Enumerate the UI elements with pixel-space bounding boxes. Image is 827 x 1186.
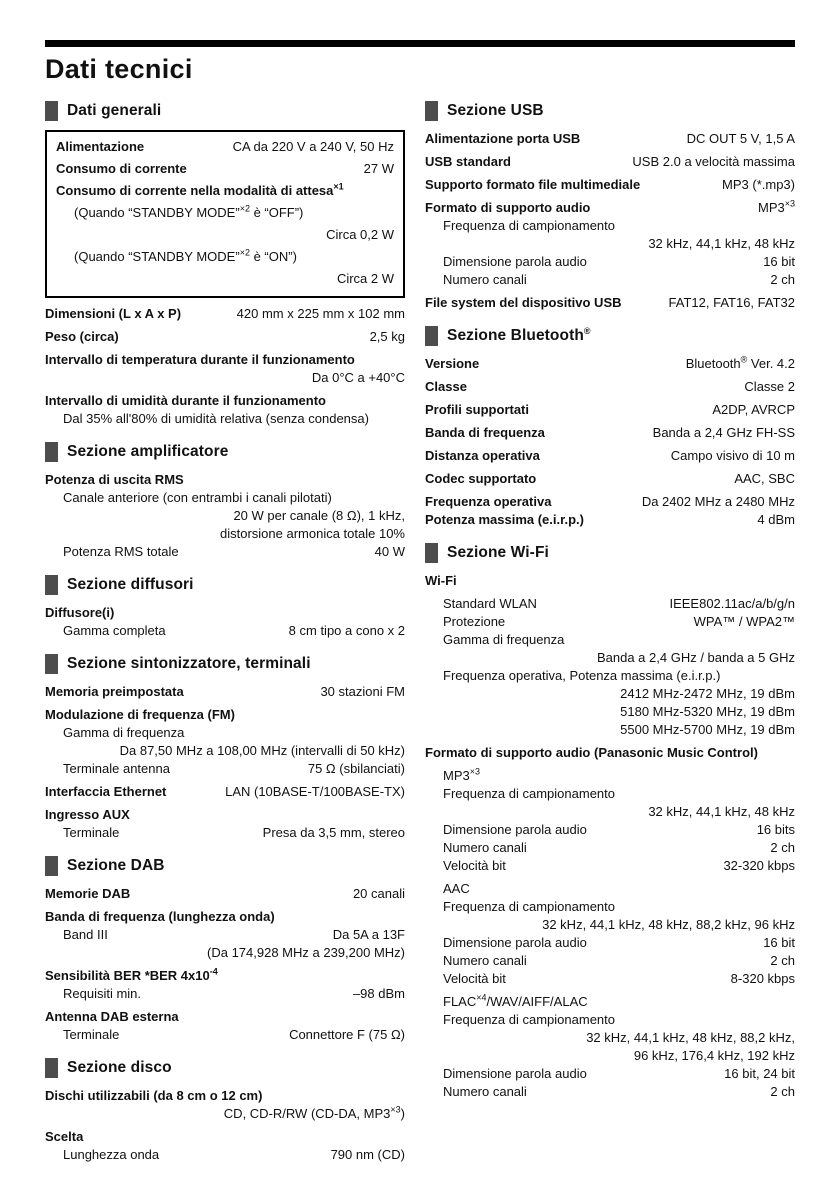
- spec-value: (Da 174,928 MHz a 239,200 MHz): [207, 945, 405, 960]
- section-marker-icon: [425, 326, 438, 346]
- spec-value: 16 bits: [756, 822, 795, 837]
- spec-row: [425, 176, 795, 194]
- spec-row: [45, 783, 405, 801]
- spec-row: [425, 235, 795, 253]
- spec-label: Consumo di corrente: [56, 161, 187, 176]
- spec-row: [425, 631, 795, 649]
- spec-value: 32 kHz, 44,1 kHz, 48 kHz, 88,2 kHz, 96 kHz: [542, 917, 795, 932]
- spec-row: [45, 392, 405, 410]
- spec-label: Interfaccia Ethernet: [45, 784, 167, 799]
- section-title: Sezione diffusori: [67, 576, 194, 593]
- spec-row: [45, 369, 405, 387]
- spec-row: [45, 305, 405, 323]
- spec-row: [425, 355, 795, 373]
- spec-label: Potenza di uscita RMS: [45, 472, 184, 487]
- section: [45, 856, 405, 1044]
- spec-label: Memoria preimpostata: [45, 684, 184, 699]
- spec-value: Banda a 2,4 GHz / banda a 5 GHz: [596, 650, 795, 665]
- spec-value: 2 ch: [770, 1084, 795, 1099]
- spec-row: [45, 967, 405, 985]
- spec-row: [425, 721, 795, 739]
- spec-value: FAT12, FAT16, FAT32: [668, 295, 795, 310]
- section-header: [425, 543, 795, 563]
- spec-row: [425, 993, 795, 1011]
- spec-row: [45, 1026, 405, 1044]
- spec-label: Peso (circa): [45, 329, 119, 344]
- spec-label: Formato di supporto audio: [425, 200, 591, 215]
- spec-value: 20 W per canale (8 Ω), 1 kHz,: [233, 508, 405, 523]
- section-title: Dati generali: [67, 102, 162, 119]
- spec-row: [45, 908, 405, 926]
- spec-row: [56, 270, 394, 288]
- spec-row: [425, 767, 795, 785]
- section-header: [45, 442, 405, 462]
- section: [425, 543, 795, 1101]
- spec-row: [45, 724, 405, 742]
- section-marker-icon: [45, 442, 58, 462]
- section-title: Sezione Wi-Fi: [447, 544, 549, 561]
- spec-value: Bluetooth® Ver. 4.2: [685, 354, 795, 371]
- spec-value: 40 W: [374, 544, 405, 559]
- spec-label: Formato di supporto audio (Panasonic Music Control): [425, 745, 758, 760]
- spec-label: Velocità bit: [443, 858, 506, 873]
- spec-label: Numero canali: [443, 272, 527, 287]
- spec-value: 16 bit, 24 bit: [724, 1066, 795, 1081]
- spec-label: Classe: [425, 379, 467, 394]
- spec-row: [45, 760, 405, 778]
- spec-value: MP3 (*.mp3): [722, 177, 795, 192]
- spec-value: $MP3^{\times 3}$: [758, 198, 795, 215]
- spec-label: Supporto formato file multimediale: [425, 177, 641, 192]
- spec-label: Terminale: [63, 1027, 120, 1042]
- spec-value: 32 kHz, 44,1 kHz, 48 kHz: [648, 804, 795, 819]
- spec-label: Dimensioni (L x A x P): [45, 306, 182, 321]
- spec-row: [56, 248, 394, 266]
- spec-value: 2 ch: [770, 953, 795, 968]
- spec-value: Presa da 3,5 mm, stereo: [262, 825, 405, 840]
- column-right: [425, 97, 795, 1101]
- section-marker-icon: [425, 101, 438, 121]
- spec-row: [56, 182, 394, 200]
- spec-label: Diffusore(i): [45, 605, 115, 620]
- spec-row: [425, 199, 795, 217]
- spec-label: Gamma di frequenza: [443, 632, 565, 647]
- spec-row: [45, 410, 405, 428]
- spec-row: [425, 685, 795, 703]
- spec-row: [425, 572, 795, 590]
- spec-label: Numero canali: [443, 840, 527, 855]
- spec-label: Velocità bit: [443, 971, 506, 986]
- spec-row: [45, 926, 405, 944]
- spec-label: Frequenza di campionamento: [443, 1012, 615, 1027]
- spec-label: Canale anteriore (con entrambi i canali pilotati): [63, 490, 332, 505]
- spec-label: USB standard: [425, 154, 511, 169]
- spec-label: Potenza massima (e.i.r.p.): [425, 512, 584, 527]
- spec-label: Dimensione parola audio: [443, 935, 587, 950]
- spec-row: [45, 1105, 405, 1123]
- spec-label: Standard WLAN: [443, 596, 537, 611]
- section-marker-icon: [45, 101, 58, 121]
- section-header: [425, 101, 795, 121]
- spec-label: Profili supportati: [425, 402, 529, 417]
- spec-value: 420 mm x 225 mm x 102 mm: [236, 306, 405, 321]
- spec-label: Numero canali: [443, 1084, 527, 1099]
- spec-row: [425, 424, 795, 442]
- section-marker-icon: [45, 856, 58, 876]
- spec-label: Frequenza operativa: [425, 494, 552, 509]
- spec-row: [425, 703, 795, 721]
- spec-value: 2412 MHz-2472 MHz, 19 dBm: [620, 686, 795, 701]
- section-marker-icon: [45, 575, 58, 595]
- spec-row: [425, 153, 795, 171]
- spec-row: [45, 683, 405, 701]
- section-title: Sezione amplificatore: [67, 443, 229, 460]
- section: [425, 326, 795, 529]
- spec-value: DC OUT 5 V, 1,5 A: [686, 131, 795, 146]
- spec-row: [45, 1008, 405, 1026]
- section: [45, 101, 405, 428]
- section: [45, 654, 405, 842]
- section-title: Sezione sintonizzatore, terminali: [67, 655, 311, 672]
- spec-label: Versione: [425, 356, 480, 371]
- spec-value: Banda a 2,4 GHz FH-SS: [652, 425, 795, 440]
- spec-label: Alimentazione porta USB: [425, 131, 581, 146]
- spec-row: [45, 604, 405, 622]
- spec-label: (Quando “STANDBY MODE”$^{\times 2}$ è “ON”): [74, 247, 297, 264]
- spec-value: Da 0°C a +40°C: [311, 370, 405, 385]
- spec-box: [45, 130, 405, 298]
- spec-row: [425, 130, 795, 148]
- spec-row: [425, 1029, 795, 1047]
- spec-row: [56, 160, 394, 178]
- spec-label: Lunghezza onda: [63, 1147, 160, 1162]
- spec-row: [425, 898, 795, 916]
- spec-label: Banda di frequenza: [425, 425, 545, 440]
- spec-value: 16 bit: [763, 254, 795, 269]
- spec-value: 32-320 kbps: [723, 858, 795, 873]
- spec-row: [425, 1083, 795, 1101]
- spec-row: [45, 1087, 405, 1105]
- spec-row: [45, 944, 405, 962]
- spec-value: 27 W: [363, 161, 394, 176]
- spec-value: 32 kHz, 44,1 kHz, 48 kHz: [648, 236, 795, 251]
- spec-row: [425, 447, 795, 465]
- spec-row: [45, 742, 405, 760]
- spec-row: [425, 595, 795, 613]
- section-marker-icon: [45, 1058, 58, 1078]
- spec-row: [45, 824, 405, 842]
- spec-value: Circa 2 W: [336, 271, 394, 286]
- spec-row: [425, 839, 795, 857]
- spec-row: [45, 328, 405, 346]
- spec-row: [56, 204, 394, 222]
- spec-label: Dimensione parola audio: [443, 254, 587, 269]
- spec-row: [45, 471, 405, 489]
- section-header: [45, 856, 405, 876]
- spec-row: [425, 649, 795, 667]
- spec-label: Frequenza di campionamento: [443, 218, 615, 233]
- section-header: [45, 575, 405, 595]
- spec-label: Dischi utilizzabili (da 8 cm o 12 cm): [45, 1088, 263, 1103]
- spec-row: [425, 934, 795, 952]
- spec-label: Sensibilità BER *BER $4x10^{-4}$: [45, 966, 218, 983]
- section-header: [45, 654, 405, 674]
- spec-value: 8 cm tipo a cono x 2: [288, 623, 405, 638]
- spec-value: 2 ch: [770, 840, 795, 855]
- spec-label: Banda di frequenza (lunghezza onda): [45, 909, 275, 924]
- section: [45, 442, 405, 561]
- section-header: [45, 101, 405, 121]
- spec-value: IEEE802.11ac/a/b/g/n: [669, 596, 795, 611]
- spec-value: Classe 2: [744, 379, 795, 394]
- spec-value: Da 5A a 13F: [332, 927, 405, 942]
- spec-row: [425, 378, 795, 396]
- spec-label: Intervallo di umidità durante il funzionamento: [45, 393, 326, 408]
- spec-value: CD, CD-R/RW (CD-DA, $MP3^{\times 3}$): [223, 1104, 405, 1121]
- spec-row: [425, 880, 795, 898]
- spec-label: Modulazione di frequenza (FM): [45, 707, 235, 722]
- section-marker-icon: [425, 543, 438, 563]
- spec-row: [45, 351, 405, 369]
- spec-label: Numero canali: [443, 953, 527, 968]
- column-left: [45, 97, 405, 1164]
- section-marker-icon: [45, 654, 58, 674]
- spec-label: Consumo di corrente nella modalità di attesa$^{\times 1}$: [56, 181, 344, 198]
- spec-row: [45, 489, 405, 507]
- spec-row: [425, 493, 795, 511]
- spec-label: Band III: [63, 927, 108, 942]
- spec-row: [425, 821, 795, 839]
- spec-label: Protezione: [443, 614, 506, 629]
- spec-row: [425, 401, 795, 419]
- spec-value: 75 Ω (sbilanciati): [307, 761, 405, 776]
- spec-row: [45, 1146, 405, 1164]
- spec-row: [425, 294, 795, 312]
- spec-label: Frequenza operativa, Potenza massima (e.i.r.p.): [443, 668, 721, 683]
- spec-label: Ingresso AUX: [45, 807, 130, 822]
- spec-value: 8-320 kbps: [730, 971, 795, 986]
- spec-value: 5500 MHz-5700 MHz, 19 dBm: [620, 722, 795, 737]
- spec-row: [425, 217, 795, 235]
- spec-label: Intervallo di temperatura durante il funzionamento: [45, 352, 355, 367]
- spec-row: [425, 785, 795, 803]
- spec-label: Requisiti min.: [63, 986, 142, 1001]
- spec-row: [45, 622, 405, 640]
- spec-label: Dimensione parola audio: [443, 1066, 587, 1081]
- spec-row: [425, 1011, 795, 1029]
- spec-value: AAC, SBC: [734, 471, 795, 486]
- spec-label: Frequenza di campionamento: [443, 786, 615, 801]
- spec-value: 790 nm (CD): [330, 1147, 405, 1162]
- spec-row: [425, 667, 795, 685]
- spec-label: Potenza RMS totale: [63, 544, 179, 559]
- page-title: Dati tecnici: [45, 54, 193, 84]
- spec-row: [425, 271, 795, 289]
- spec-row: [45, 1128, 405, 1146]
- spec-label: Antenna DAB esterna: [45, 1009, 179, 1024]
- spec-label: Wi-Fi: [425, 573, 457, 588]
- spec-row: [425, 857, 795, 875]
- spec-row: [425, 916, 795, 934]
- spec-row: [425, 1065, 795, 1083]
- spec-value: Da 2402 MHz a 2480 MHz: [641, 494, 795, 509]
- spec-value: Da 87,50 MHz a 108,00 MHz (intervalli di 50 kHz): [119, 743, 405, 758]
- spec-label: Dimensione parola audio: [443, 822, 587, 837]
- spec-value: 30 stazioni FM: [320, 684, 405, 699]
- spec-row: [425, 744, 795, 762]
- spec-label: Alimentazione: [56, 139, 145, 154]
- spec-value: 96 kHz, 176,4 kHz, 192 kHz: [633, 1048, 795, 1063]
- spec-label: AAC: [443, 881, 470, 896]
- spec-row: [56, 138, 394, 156]
- spec-label: Distanza operativa: [425, 448, 540, 463]
- columns-wrapper: [45, 97, 795, 1164]
- spec-label: File system del dispositivo USB: [425, 295, 622, 310]
- spec-row: [425, 952, 795, 970]
- top-rule: [45, 40, 795, 47]
- spec-row: [425, 470, 795, 488]
- section-title: Sezione USB: [447, 102, 544, 119]
- spec-row: [425, 803, 795, 821]
- spec-row: [45, 543, 405, 561]
- spec-row: [425, 1047, 795, 1065]
- spec-value: CA da 220 V a 240 V, 50 Hz: [232, 139, 394, 154]
- spec-label: Terminale antenna: [63, 761, 170, 776]
- spec-label: Gamma di frequenza: [63, 725, 185, 740]
- section-title: Sezione Bluetooth®: [447, 325, 591, 344]
- spec-value: distorsione armonica totale 10%: [220, 526, 405, 541]
- spec-row: [425, 613, 795, 631]
- spec-value: LAN (10BASE-T/100BASE-TX): [225, 784, 405, 799]
- spec-label: $MP3^{\times 3}$: [443, 766, 480, 783]
- spec-value: USB 2.0 a velocità massima: [632, 154, 795, 169]
- spec-row: [56, 226, 394, 244]
- spec-value: –98 dBm: [352, 986, 405, 1001]
- spec-label: (Quando “STANDBY MODE”$^{\times 2}$ è “OFF”): [74, 203, 304, 220]
- spec-value: 5180 MHz-5320 MHz, 19 dBm: [620, 704, 795, 719]
- spec-label: Terminale: [63, 825, 120, 840]
- spec-label: Frequenza di campionamento: [443, 899, 615, 914]
- spec-label: Codec supportato: [425, 471, 537, 486]
- spec-label: Gamma completa: [63, 623, 166, 638]
- spec-value: Circa 0,2 W: [326, 227, 394, 242]
- spec-row: [45, 806, 405, 824]
- spec-value: 2 ch: [770, 272, 795, 287]
- section-header: [45, 1058, 405, 1078]
- spec-label: Scelta: [45, 1129, 84, 1144]
- spec-label: Memorie DAB: [45, 886, 131, 901]
- spec-row: [45, 507, 405, 525]
- spec-value: Connettore F (75 Ω): [289, 1027, 405, 1042]
- spec-value: WPA™ / WPA2™: [693, 614, 795, 629]
- spec-row: [45, 985, 405, 1003]
- spec-value: 2,5 kg: [369, 329, 405, 344]
- spec-value: 32 kHz, 44,1 kHz, 48 kHz, 88,2 kHz,: [586, 1030, 795, 1045]
- section: [45, 575, 405, 640]
- spec-row: [45, 885, 405, 903]
- spec-row: [425, 511, 795, 529]
- spec-row: [45, 525, 405, 543]
- spec-value: 4 dBm: [757, 512, 795, 527]
- spec-value: 16 bit: [763, 935, 795, 950]
- section: [425, 101, 795, 312]
- section: [45, 1058, 405, 1164]
- spec-value: Campo visivo di 10 m: [670, 448, 795, 463]
- section-title: Sezione disco: [67, 1059, 172, 1076]
- spec-row: [425, 970, 795, 988]
- section-header: [425, 326, 795, 346]
- spec-value: 20 canali: [352, 886, 405, 901]
- spec-value: A2DP, AVRCP: [712, 402, 795, 417]
- spec-row: [425, 253, 795, 271]
- section-title: Sezione DAB: [67, 857, 165, 874]
- spec-label: Dal 35% all'80% di umidità relativa (senza condensa): [63, 411, 369, 426]
- spec-row: [45, 706, 405, 724]
- spec-label: $FLAC^{\times 4}/WAV/AIFF$/ALAC: [443, 992, 588, 1009]
